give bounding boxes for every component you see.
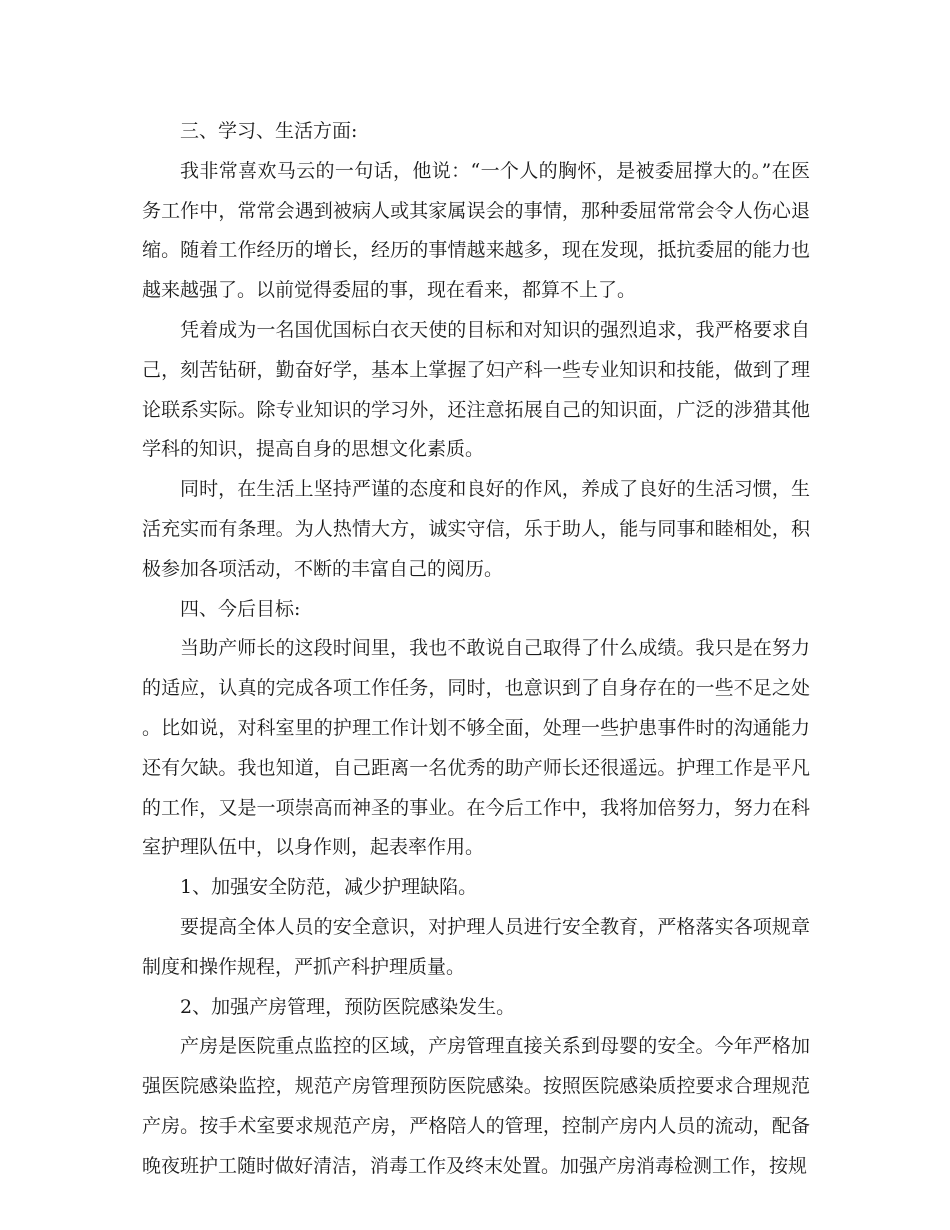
list-item-2-body: 产房是医院重点监控的区域，产房管理直接关系到母婴的安全。今年严格加强医院感染监控，规范产房管理预防医院感染。按照医院感染质控要求合理规范产房。按手术室要求规范产房，严格陪人的管理，控制产房内人员的流动，配备晚夜班护工随时做好清洁，消毒工作及终末处置。加强产房消毒检测工作，按规 bbox=[142, 1035, 810, 1177]
paragraph-life-style: 同时，在生活上坚持严谨的态度和良好的作风，养成了良好的生活习惯，生活充实而有条理。为人热情大方，诚实守信，乐于助人，能与同事和睦相处，积极参加各项活动，不断的丰富自己的阅历。 bbox=[142, 478, 810, 580]
paragraph-ma-yun-quote: 我非常喜欢马云的一句话，他说：“一个人的胸怀，是被委屈撑大的。”在医务工作中，常常会遇到被病人或其家属误会的事情，那种委屈常常会令人伤心退缩。随着工作经历的增长，经历的事情越来越多，现在发现，抵抗委屈的能力也越来越强了。以前觉得委屈的事，现在看来，都算不上了。 bbox=[142, 159, 810, 302]
paragraph-knowledge-goal: 凭着成为一名国优国标白衣天使的目标和对知识的强烈追求，我严格要求自己，刻苦钻研，勤奋好学，基本上掌握了妇产科一些专业知识和技能，做到了理论联系实际。除专业知识的学习外，还注意拓展自己的知识面，广泛的涉猎其他学科的知识，提高自身的思想文化素质。 bbox=[142, 318, 810, 461]
section-heading-future-goals: 四、今后目标: bbox=[180, 597, 301, 620]
document-page bbox=[142, 112, 810, 1187]
paragraph-head-midwife: 当助产师长的这段时间里，我也不敢说自己取得了什么成绩。我只是在努力的适应，认真的完成各项工作任务，同时，也意识到了自身存在的一些不足之处。比如说，对科室里的护理工作计划不够全面，处理一些护患事件时的沟通能力还有欠缺。我也知道，自己距离一名优秀的助产师长还很遥远。护理工作是平凡的工作，又是一项崇高而神圣的事业。在今后工作中，我将加倍努力，努力在科室护理队伍中，以身作则，起表率作用。 bbox=[142, 637, 810, 859]
list-item-1-title: 1、加强安全防范，减少护理缺陷。 bbox=[180, 876, 478, 899]
list-item-2-title: 2、加强产房管理，预防医院感染发生。 bbox=[180, 995, 516, 1018]
list-item-1-body: 要提高全体人员的安全意识，对护理人员进行安全教育，严格落实各项规章制度和操作规程，严抓产科护理质量。 bbox=[142, 915, 810, 978]
section-heading-study-life: 三、学习、生活方面: bbox=[180, 120, 358, 142]
